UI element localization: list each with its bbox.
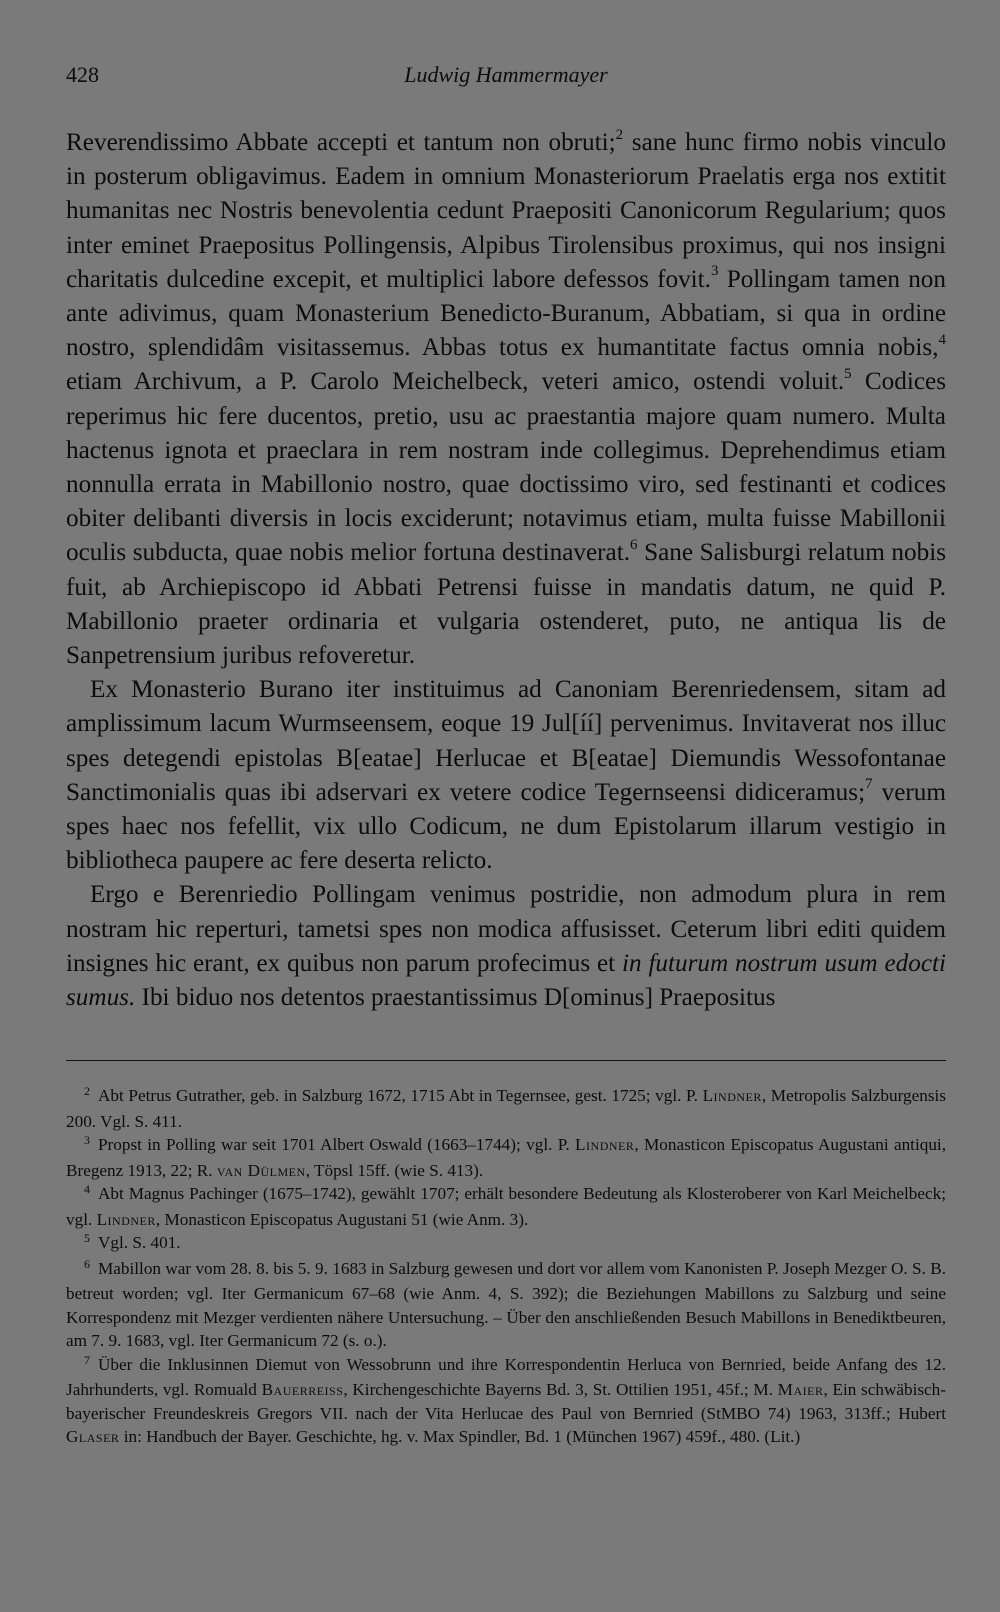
text-run: sane hunc firmo nobis vinculo in posterum obligavimus. Eadem in omnium Monasteriorum Praelatis erga nos extitit humanitas nec Nostris benevolentia cedunt Praepositi Canonicorum Regularium; quos inter eminet Praepositus Pollingensis, Alpibus Tirolensibus proximus, qui nos insigni charitatis dulcedine excepit, et multiplici labore defessos fovit.	[66, 129, 946, 293]
text-run: Codices reperimus hic fere ducentos, pretio, usu ac praestantia majore quam numero. Multa hactenus ignota et praeclara in rem nostram inde collegimus. Deprehendimus etiam nonnulla errata in Mabillonio nostro, quae doctissimo viro, sed festinanti et codices obiter delibanti diversis in locis exciderunt; notavimus etiam, multa fuisse Mabillonii oculis subducta, quae nobis melior fortuna destinaverat.	[66, 368, 946, 567]
text-run: Mabillon war vom 28. 8. bis 5. 9. 1683 in Salzburg gewesen und dort vor allem vom Kanonisten P. Joseph Mezger O. S. B. betreut worden; vgl. Iter Germanicum 67–68 (wie Anm. 4, S. 392); die Beziehungen Mabillons zu Salzburg und seine Korrespondenz mit Mezger verdienten nähere Untersuchung. – Über den anschließenden Besuch Mabillons in Benediktbeuren, am 7. 9. 1683, vgl. Iter Germanicum 72 (s. o.).	[66, 1258, 946, 1350]
author-name: van Dülmen	[216, 1160, 306, 1180]
footnote-ref-6[interactable]: 6	[630, 537, 638, 554]
author-name: Lindner	[702, 1086, 762, 1105]
footnote-ref-2[interactable]: 2	[615, 126, 624, 143]
text-run: , Kirchengeschichte Bayerns Bd. 3, St. Ottilien 1951, 45f.; M.	[343, 1380, 778, 1399]
paragraph-3	[66, 878, 946, 1015]
footnote-6	[66, 1257, 946, 1353]
author-name: Glaser	[66, 1427, 120, 1446]
text-run: Über die Inklusinnen Diemut von Wessobrunn und ihre Korrespondentin Herluca von Bernried, beide Anfang des 12. Jahrhunderts, vgl. Romuald	[66, 1354, 946, 1399]
text-run: in: Handbuch der Bayer. Geschichte, hg. v. Max Spindler, Bd. 1 (München 1967) 459f., 480. (Lit.)	[119, 1427, 801, 1446]
text-run: verum spes haec nos fefellit, vix ullo Codicum, ne dum Epistolarum illarum vestigio in bibliotheca paupere ac fere deserta relicto.	[66, 778, 946, 875]
footnote-ref-4[interactable]: 4	[938, 331, 946, 348]
text-run: Pollingam tamen non ante adivimus, quam Monasterium Benedicto-Buranum, Abbatiam, si qua in ordine nostro, splendidâm visitassemus. Abbas totus ex humantitate factus omnia nobis,	[66, 265, 946, 362]
page-header	[66, 62, 946, 92]
footnote-number: 5	[84, 1231, 90, 1245]
footnote-ref-5[interactable]: 5	[844, 366, 852, 383]
main-text	[66, 126, 946, 1015]
footnote-number: 7	[84, 1352, 90, 1367]
paragraph-2	[66, 673, 946, 878]
footnote-number: 4	[84, 1182, 90, 1196]
footnotes	[66, 1084, 946, 1449]
text-run: , Monasticon Episcopatus Augustani 51 (wie Anm. 3).	[155, 1209, 529, 1229]
text-run: Propst in Polling war seit 1701 Albert Oswald (1663–1744); vgl. P.	[98, 1135, 576, 1154]
text-run: Reverendissimo Abbate accepti et tantum non obruti;	[66, 129, 616, 156]
running-head: Ludwig Hammermayer	[404, 62, 608, 87]
footnote-5	[66, 1231, 946, 1257]
text-run: Abt Petrus Gutrather, geb. in Salzburg 1672, 1715 Abt in Tegernsee, gest. 1725; vgl. P.	[98, 1086, 703, 1105]
footnote-2	[66, 1084, 946, 1133]
author-name: Lindner	[575, 1135, 635, 1154]
footnote-3	[66, 1133, 946, 1182]
author-name: Bauerreiss	[261, 1380, 344, 1399]
paragraph-1	[66, 126, 946, 673]
footnote-number: 3	[84, 1133, 90, 1147]
footnote-number: 2	[84, 1084, 90, 1098]
text-run: etiam Archivum, a P. Carolo Meichelbeck, veteri amico, ostendi voluit.	[66, 368, 845, 396]
text-run: Ergo e Berenriedio Pollingam venimus postridie, non admodum plura in rem nostram hic reperturi, tametsi spes non modica affusisset. Ceterum libri editi quidem insignes hic erant, ex quibus non parum profecimus et	[66, 881, 946, 977]
footnote-number: 6	[84, 1256, 90, 1271]
text-run: Sane Salisburgi relatum nobis fuit, ab Archiepiscopo id Abbati Petrensi fuisse in mandatis datum, ne quid P. Mabillonio praeter ordinaria et vulgaria ostenderet, puto, ne antiqua lis de Sanpetrensium juribus refoveretur.	[66, 539, 946, 670]
text-run: , Monasticon Episcopatus Augustani antiqui, Bregenz 1913, 22; R.	[66, 1135, 946, 1180]
text-run: , Töpsl 15ff. (wie S. 413).	[305, 1160, 484, 1180]
footnote-7	[66, 1353, 946, 1449]
page-number: 428	[66, 62, 99, 87]
text-run: , Metropolis Salzburgensis 200. Vgl. S. 411.	[66, 1086, 946, 1131]
text-run: Ibi biduo nos detentos praestantissimus D[ominus] Praepositus	[135, 984, 776, 1012]
author-name: Lindner	[96, 1209, 156, 1229]
footnote-4	[66, 1182, 946, 1231]
footnote-ref-3[interactable]: 3	[710, 263, 719, 280]
footnote-ref-7[interactable]: 7	[865, 776, 873, 793]
text-run: Abt Magnus Pachinger (1675–1742), gewählt 1707; erhält besondere Bedeutung als Klosteroberer von Karl Meichelbeck; vgl.	[66, 1184, 946, 1229]
text-run: Ex Monasterio Burano iter instituimus ad Canoniam Berenriedensem, sitam ad amplissimum lacum Wurmseensem, eoque 19 Jul[íí] pervenimus. Invitaverat nos illuc spes detegendi epistolas B[eatae] Herlucae et B[eatae] Diemundis Wessofontanae Sanctimonialis quas ibi adservari ex vetere codice Tegernseensi didiceramus;	[66, 676, 946, 806]
text-run: , Ein schwäbisch-bayerischer Freundeskreis Gregors VII. nach der Vita Herlucae des Paul von Bernried (StMBO 74) 1963, 313ff.; Hubert	[66, 1380, 947, 1423]
author-name: Maier	[777, 1380, 824, 1399]
text-run: Vgl. S. 401.	[98, 1233, 181, 1252]
italic-phrase: in futurum nostrum usum edocti sumus.	[66, 949, 946, 1012]
footnote-divider	[66, 1060, 946, 1061]
